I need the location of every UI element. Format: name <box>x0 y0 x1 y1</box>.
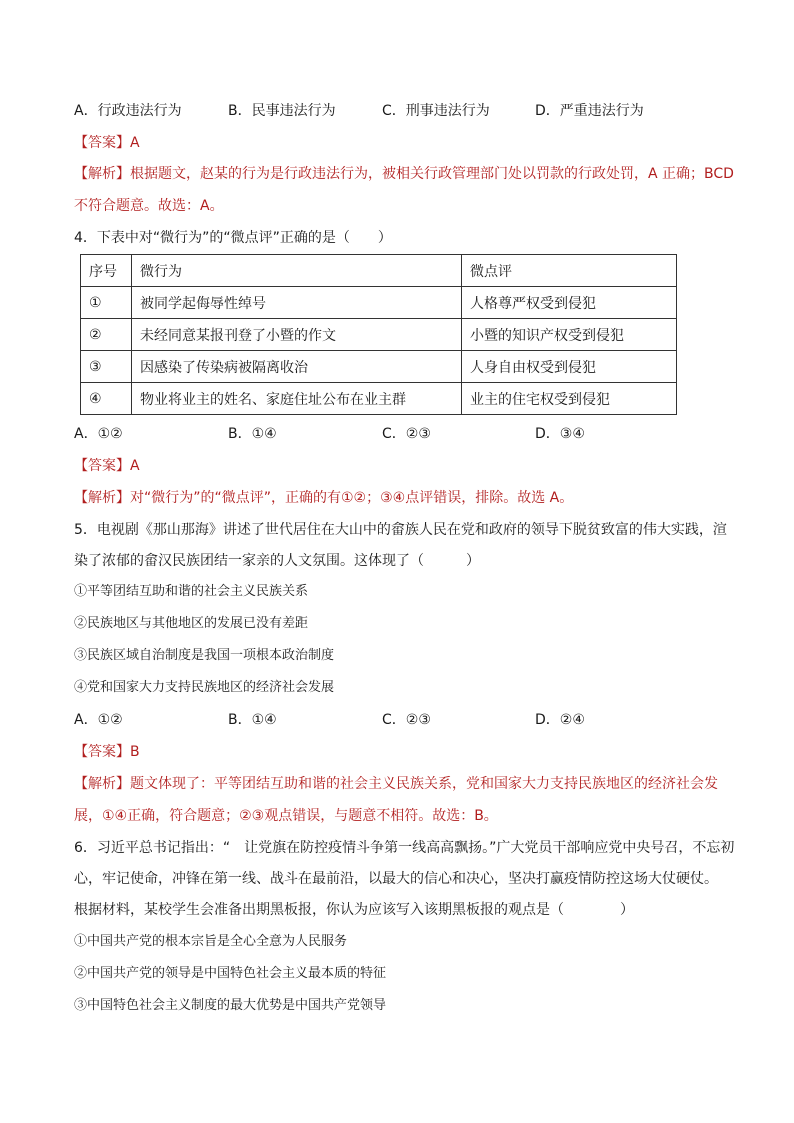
q6-stem-line1: 6．习近平总书记指出：“ 让党旗在防控疫情斗争第一线高高飘扬。”广大党员干部响应党中央号召，不忘初 <box>74 840 735 856</box>
q6-statement-3: ③中国特色社会主义制度的最大优势是中国共产党领导 <box>74 998 387 1013</box>
q3-option-b: B．民事违法行为 <box>228 103 336 119</box>
q4-option-c: C．②③ <box>382 426 431 442</box>
q3-analysis-line2: 不符合题意。故选：A。 <box>74 198 224 214</box>
q5-stem-line2: 染了浓郁的畲汉民族团结一家亲的人文氛围。这体现了（ ） <box>74 553 480 569</box>
q3-option-a: A．行政违法行为 <box>74 103 182 119</box>
q4-option-b: B．①④ <box>228 426 277 442</box>
analysis-text: 题文体现了：平等团结互助和谐的社会主义民族关系，党和国家大力支持民族地区的经济社会发 <box>130 776 718 792</box>
table-cell: 人格尊严权受到侵犯 <box>462 287 677 319</box>
q5-statement-4: ④党和国家大力支持民族地区的经济社会发展 <box>74 680 335 695</box>
analysis-text: 对“微行为”的“微点评”，正确的有①②；③④点评错误，排除。故选 A。 <box>130 490 574 506</box>
answer-tag: 【答案】 <box>74 744 130 760</box>
table-cell: ④ <box>81 383 132 415</box>
table-row <box>81 383 677 415</box>
q4-analysis <box>74 488 573 508</box>
table-cell: 物业将业主的姓名、家庭住址公布在业主群 <box>132 383 462 415</box>
q4-table <box>80 254 677 415</box>
q6-stem-line2: 心，牢记使命，冲锋在第一线、战斗在最前沿，以最大的信心和决心，坚决打赢疫情防控这场大仗硬仗。 <box>74 871 718 887</box>
table-cell: 未经同意某报刊登了小暨的作文 <box>132 319 462 351</box>
q3-option-c: C．刑事违法行为 <box>382 103 490 119</box>
analysis-text: 根据题文，赵某的行为是行政违法行为，被相关行政管理部门处以罚款的行政处罚，A 正确；BCD <box>130 166 734 182</box>
table-cell: 小暨的知识产权受到侵犯 <box>462 319 677 351</box>
q4-option-d: D．③④ <box>535 426 585 442</box>
table-header-cell: 序号 <box>81 255 132 287</box>
q5-stem-line1: 5．电视剧《那山那海》讲述了世代居住在大山中的畲族人民在党和政府的领导下脱贫致富的伟大实践，渲 <box>74 522 727 538</box>
q6-statement-1: ①中国共产党的根本宗旨是全心全意为人民服务 <box>74 934 348 949</box>
answer-value: A <box>130 458 140 474</box>
q6-stem-line3: 根据材料，某校学生会准备出期黑板报，你认为应该写入该期黑板报的观点是（ ） <box>74 902 634 918</box>
q5-statement-1: ①平等团结互助和谐的社会主义民族关系 <box>74 584 309 599</box>
q5-analysis-line1 <box>74 774 718 794</box>
answer-value: A <box>130 135 140 151</box>
q4-option-a: A．①② <box>74 426 123 442</box>
q5-answer <box>74 742 140 762</box>
table-header-cell: 微行为 <box>132 255 462 287</box>
table-cell: 被同学起侮辱性绰号 <box>132 287 462 319</box>
table-cell: ① <box>81 287 132 319</box>
q5-option-d: D．②④ <box>535 712 585 728</box>
analysis-tag: 【解析】 <box>74 776 130 792</box>
q3-option-d: D．严重违法行为 <box>535 103 644 119</box>
table-cell: ② <box>81 319 132 351</box>
q5-option-a: A．①② <box>74 712 123 728</box>
analysis-tag: 【解析】 <box>74 490 130 506</box>
table-cell: 业主的住宅权受到侵犯 <box>462 383 677 415</box>
q4-stem: 4．下表中对“微行为”的“微点评”正确的是（ ） <box>74 230 392 246</box>
table-row <box>81 319 677 351</box>
q3-analysis-line1 <box>74 164 734 184</box>
table-row <box>81 287 677 319</box>
q5-statement-2: ②民族地区与其他地区的发展已没有差距 <box>74 616 309 631</box>
analysis-tag: 【解析】 <box>74 166 130 182</box>
table-cell: 人身自由权受到侵犯 <box>462 351 677 383</box>
table-cell: ③ <box>81 351 132 383</box>
q5-option-b: B．①④ <box>228 712 277 728</box>
table-row <box>81 351 677 383</box>
q5-statement-3: ③民族区域自治制度是我国一项根本政治制度 <box>74 648 335 663</box>
q3-answer <box>74 133 140 153</box>
answer-tag: 【答案】 <box>74 135 130 151</box>
table-header-cell: 微点评 <box>462 255 677 287</box>
q6-statement-2: ②中国共产党的领导是中国特色社会主义最本质的特征 <box>74 966 387 981</box>
q4-answer <box>74 456 140 476</box>
table-header-row <box>81 255 677 287</box>
table-cell: 因感染了传染病被隔离收治 <box>132 351 462 383</box>
answer-tag: 【答案】 <box>74 458 130 474</box>
q5-analysis-line2: 展，①④正确，符合题意；②③观点错误，与题意不相符。故选：B。 <box>74 808 498 824</box>
answer-value: B <box>130 744 140 760</box>
q5-option-c: C．②③ <box>382 712 431 728</box>
